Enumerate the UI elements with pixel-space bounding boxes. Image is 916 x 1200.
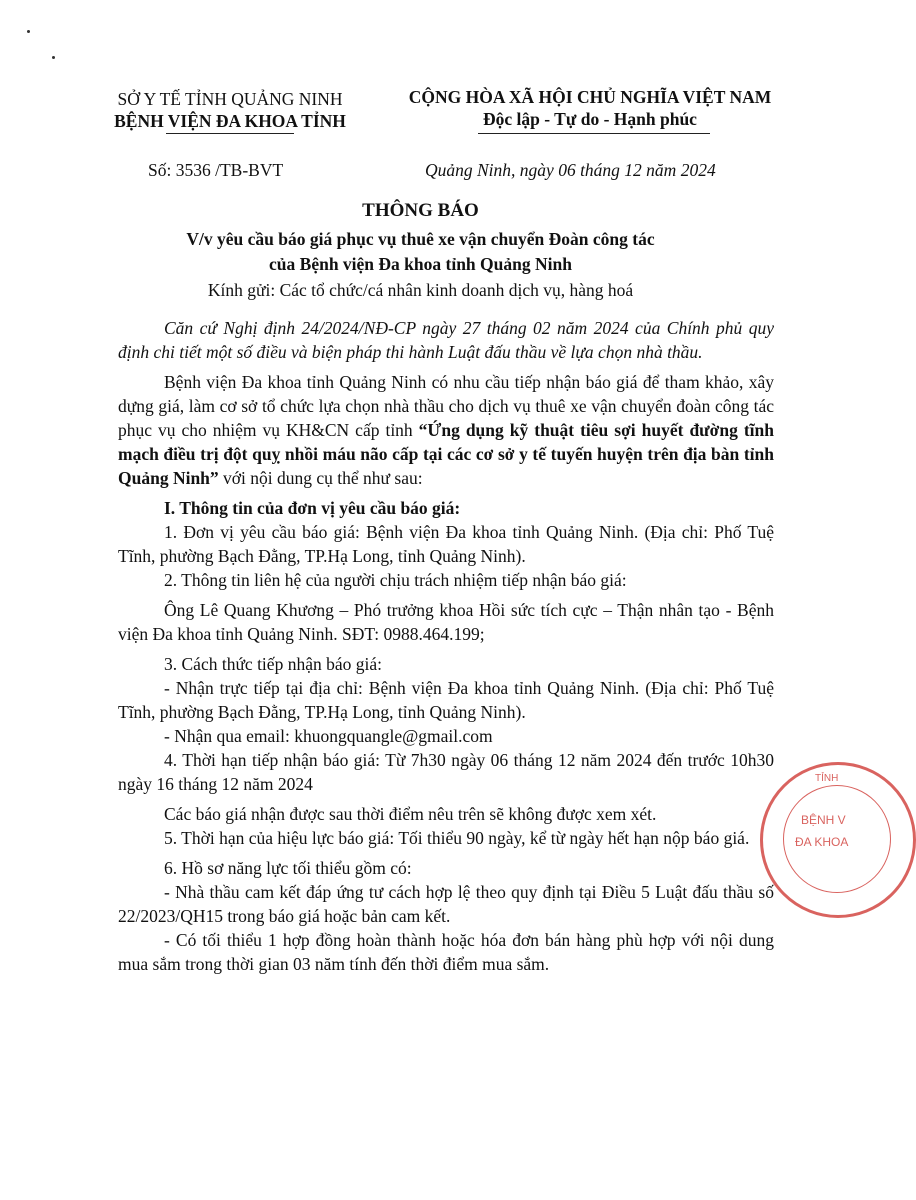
intro-paragraph	[118, 370, 774, 490]
issuer-block	[60, 88, 400, 132]
seal-text-middle: BỆNH V	[801, 813, 846, 827]
capability-heading: 6. Hồ sơ năng lực tối thiểu gồm có:	[164, 858, 412, 878]
issuer-underline	[166, 133, 294, 134]
subject-line-1: V/v yêu cầu báo giá phục vụ thuê xe vận chuyển Đoàn công tác	[186, 229, 655, 249]
intro-text: Bệnh viện Đa khoa tỉnh Quảng Ninh có nhu cầu tiếp nhận báo giá để tham khảo, xây dựng giá, làm cơ sở tổ chức lựa chọn nhà thầu cho dịch vụ thuê xe vận chuyển đoàn công tác phục vụ cho nhiệm vụ KH&CN cấp tỉnh	[118, 372, 774, 440]
receipt-method-heading: 3. Cách thức tiếp nhận báo giá:	[164, 654, 382, 674]
capability-commitment: - Nhà thầu cam kết đáp ứng tư cách hợp lệ theo quy định tại Điều 5 Luật đấu thầu số 22/2023/QH15 trong báo giá hoặc bản cam kết.	[118, 882, 774, 926]
national-motto-block	[360, 86, 820, 130]
legal-basis: Căn cứ Nghị định 24/2024/NĐ-CP ngày 27 tháng 02 năm 2024 của Chính phủ quy định chi tiết một số điều và biện pháp thi hành Luật đấu thầu về lựa chọn nhà thầu.	[118, 318, 774, 362]
capability-contract: - Có tối thiểu 1 hợp đồng hoàn thành hoặc hóa đơn bán hàng phù hợp với nội dung mua sắm trong thời gian 03 năm tính đến thời điểm mua sắm.	[118, 930, 774, 974]
project-title: “Ứng dụng kỹ thuật tiêu sợi huyết đường tĩnh mạch điều trị đột quỵ nhồi máu não cấp tại các cơ sở y tế tuyến huyện trên địa bàn tỉnh Quảng Ninh”	[118, 420, 774, 488]
receipt-deadline: 4. Thời hạn tiếp nhận báo giá: Từ 7h30 ngày 06 tháng 12 năm 2024 đến trước 10h30 ngày 16 tháng 12 năm 2024	[118, 750, 774, 794]
scan-speck	[27, 30, 30, 33]
recipient-line: Kính gửi: Các tổ chức/cá nhân kinh doanh dịch vụ, hàng hoá	[207, 280, 634, 300]
validity-period: 5. Thời hạn của hiệu lực báo giá: Tối thiểu 90 ngày, kể từ ngày hết hạn nộp báo giá.	[164, 828, 750, 848]
document-date: Quảng Ninh, ngày 06 tháng 12 năm 2024	[425, 160, 716, 180]
document-subject	[0, 227, 841, 277]
intro-text-end: với nội dung cụ thể như sau:	[218, 468, 423, 488]
receipt-direct: - Nhận trực tiếp tại địa chỉ: Bệnh viện Đa khoa tỉnh Quảng Ninh. (Địa chỉ: Phố Tuệ Tĩnh, phường Bạch Đằng, TP.Hạ Long, tỉnh Quảng Ninh).	[118, 678, 774, 722]
section-heading: I. Thông tin của đơn vị yêu cầu báo giá:	[164, 498, 461, 518]
document-title: THÔNG BÁO	[362, 200, 479, 221]
requester-info: 1. Đơn vị yêu cầu báo giá: Bệnh viện Đa khoa tỉnh Quảng Ninh. (Địa chỉ: Phố Tuệ Tĩnh, phường Bạch Đằng, TP.Hạ Long, tỉnh Quảng Ninh).	[118, 522, 774, 566]
issuer-hospital: BỆNH VIỆN ĐA KHOA TỈNH	[114, 111, 346, 131]
subject-line-2: của Bệnh viện Đa khoa tỉnh Quảng Ninh	[269, 254, 572, 274]
late-quote-note: Các báo giá nhận được sau thời điểm nêu trên sẽ không được xem xét.	[164, 804, 657, 824]
issuer-department: SỞ Y TẾ TỈNH QUẢNG NINH	[117, 89, 343, 109]
document-body	[118, 316, 774, 976]
motto-underline	[478, 133, 710, 134]
document-number: Số: 3536 /TB-BVT	[148, 160, 284, 180]
contact-heading: 2. Thông tin liên hệ của người chịu trách nhiệm tiếp nhận báo giá:	[164, 570, 627, 590]
contact-person: Ông Lê Quang Khương – Phó trưởng khoa Hồi sức tích cực – Thận nhân tạo - Bệnh viện Đa khoa tỉnh Quảng Ninh. SĐT: 0988.464.199;	[118, 600, 774, 644]
seal-text-top: TỈNH	[815, 773, 839, 784]
motto: Độc lập - Tự do - Hạnh phúc	[483, 109, 697, 129]
seal-text-bottom: ĐA KHOA	[795, 835, 849, 849]
scan-speck	[52, 56, 55, 59]
receipt-email: - Nhận qua email: khuongquangle@gmail.com	[164, 726, 493, 746]
red-seal-stamp	[760, 762, 916, 918]
country-name: CỘNG HÒA XÃ HỘI CHỦ NGHĨA VIỆT NAM	[408, 87, 772, 107]
